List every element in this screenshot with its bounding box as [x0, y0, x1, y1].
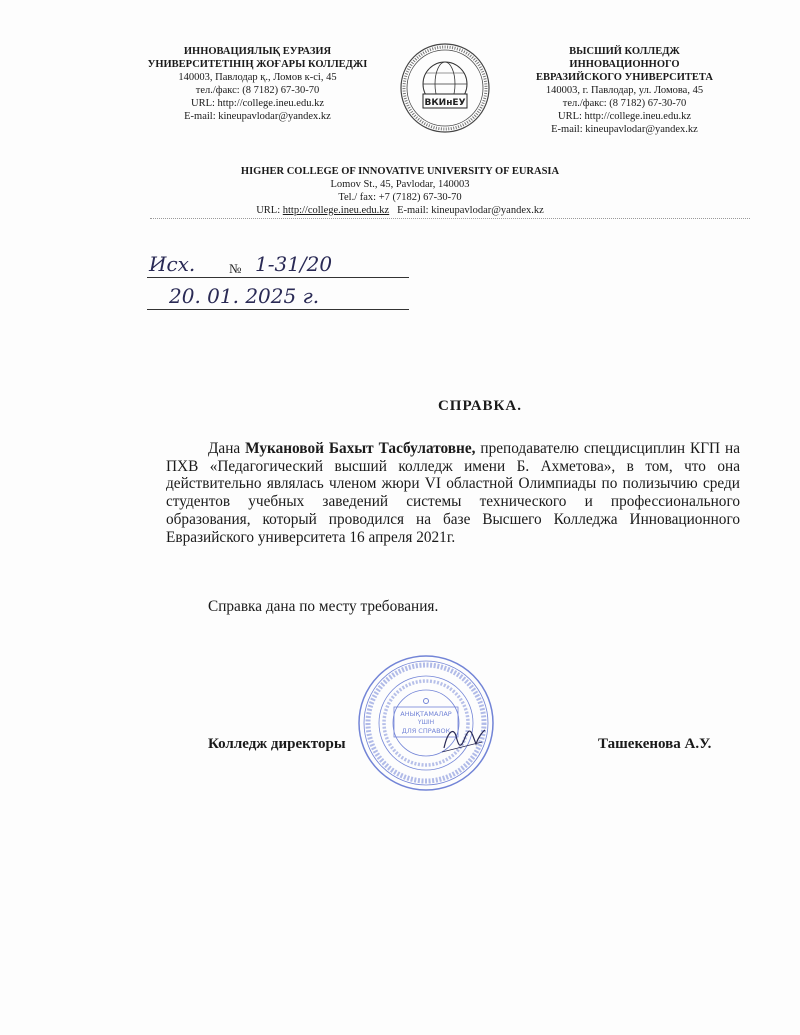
header-en-email: E-mail: kineupavlodar@yandex.kz — [397, 205, 544, 216]
date-underline — [147, 309, 409, 310]
header-ru-line1: ВЫСШИЙ КОЛЛЕДЖ — [569, 46, 680, 57]
outgoing-date-field — [147, 282, 409, 312]
header-kz-line1: ИННОВАЦИЯЛЫҚ ЕУРАЗИЯ — [183, 46, 332, 57]
number-underline — [147, 277, 409, 278]
recipient-name: Мукановой Бахыт Тасбулатовне, — [245, 440, 476, 457]
header-ru-email: E-mail: kineupavlodar@yandex.kz — [551, 124, 698, 135]
outgoing-prefix: Исх. — [149, 252, 196, 276]
outgoing-date: 20. 01. 2025 г. — [169, 284, 320, 308]
header-en-contacts — [150, 204, 650, 217]
paragraph-lead: Дана — [208, 440, 241, 457]
header-ru-url: URL: http://college.ineu.edu.kz — [558, 111, 691, 122]
college-emblem-icon — [399, 42, 491, 134]
emblem-text: ВКИнЕУ — [424, 98, 466, 108]
header-kz-url: URL: http://college.ineu.edu.kz — [191, 98, 324, 109]
outgoing-number: 1-31/20 — [255, 252, 333, 276]
header-kz-line2: УНИВЕРСИТЕТІНІҢ ЖОҒАРЫ КОЛЛЕДЖІ — [147, 59, 368, 70]
document-title: СПРАВКА. — [437, 398, 523, 414]
header-ru-address: 140003, г. Павлодар, ул. Ломова, 45 — [545, 85, 704, 96]
signatory-title: Колледж директоры — [208, 736, 346, 752]
header-ru-line2: ИННОВАЦИОННОГО — [569, 59, 680, 70]
header-kz — [135, 45, 380, 123]
header-en-address: Lomov St., 45, Pavlodar, 140003 — [330, 179, 470, 190]
stamp-text-1: АНЫҚТАМАЛАР — [400, 710, 452, 718]
stamp-text-2: ҮШІН — [417, 719, 435, 726]
signatory-name: Ташекенова А.У. — [598, 736, 712, 752]
header-en-url-label: URL: — [256, 205, 281, 216]
number-sign: № — [229, 261, 242, 276]
outgoing-number-field — [147, 252, 409, 282]
header-kz-address: 140003, Павлодар қ., Ломов к-сі, 45 — [178, 72, 337, 83]
closing-line: Справка дана по месту требования. — [208, 598, 439, 615]
stamp-text-3: ДЛЯ СПРАВОК — [401, 727, 451, 735]
header-ru — [512, 45, 737, 136]
header-en-phone: Tel./ fax: +7 (7182) 67-30-70 — [338, 192, 462, 203]
header-ru-phone: тел./факс: (8 7182) 67-30-70 — [562, 98, 687, 109]
header-kz-phone: тел./факс: (8 7182) 67-30-70 — [195, 85, 320, 96]
header-ru-line3: ЕВРАЗИЙСКОГО УНИВЕРСИТЕТА — [536, 72, 713, 83]
header-en — [150, 165, 650, 217]
header-en-url-link[interactable]: http://college.ineu.edu.kz — [282, 205, 390, 216]
director-signature-icon — [438, 722, 488, 757]
header-kz-email: E-mail: kineupavlodar@yandex.kz — [184, 111, 331, 122]
paragraph-body: преподавателю спецдисциплин КГП на ПХВ «Педагогический высший колледж имени Б. Ахметова», в том, что она действительно являлась членом жюри VI областной Олимпиады по полизычию среди студентов учебных заведений системы технического и профессионального образования, который проводился на базе Высшего Колледжа Инновационного Евразийского университета 16 апреля 2021г. — [166, 440, 740, 546]
header-en-name: HIGHER COLLEGE OF INNOVATIVE UNIVERSITY OF EURASIA — [240, 166, 560, 177]
header-divider — [150, 218, 750, 219]
certificate-paragraph — [166, 440, 740, 546]
